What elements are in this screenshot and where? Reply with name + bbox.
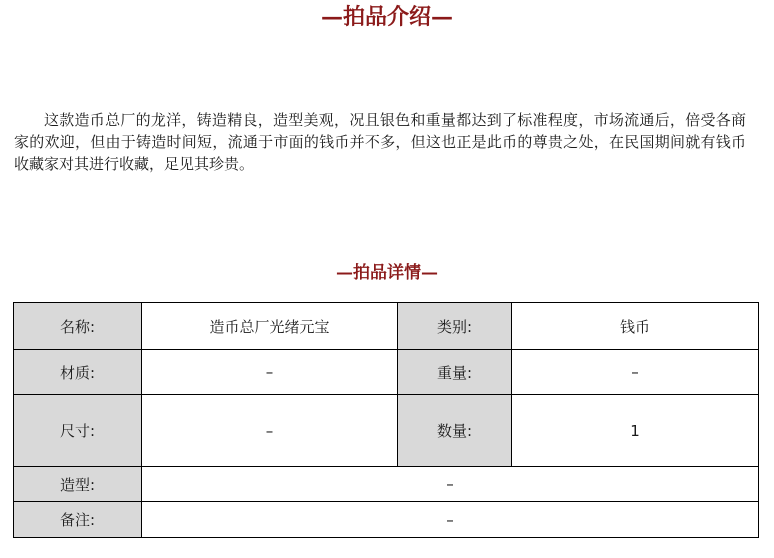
details-table: [13, 302, 759, 538]
quantity-label: 数量:: [398, 395, 512, 467]
weight-value: –: [512, 350, 759, 395]
remarks-value: –: [142, 502, 759, 538]
table-row: [14, 350, 759, 395]
shape-label: 造型:: [14, 467, 142, 502]
remarks-label: 备注:: [14, 502, 142, 538]
table-row: [14, 467, 759, 502]
name-label: 名称:: [14, 303, 142, 350]
intro-title: —拍品介绍—: [320, 4, 453, 30]
details-title: —拍品详情—: [336, 263, 438, 283]
category-label: 类别:: [398, 303, 512, 350]
category-value: 钱币: [512, 303, 759, 350]
intro-paragraph: 这款造币总厂的龙洋，铸造精良，造型美观，况且银色和重量都达到了标准程度，市场流通后，倍受各商家的欢迎，但由于铸造时间短，流通于市面的钱币并不多，但这也正是此币的尊贵之处，在民国期间就有钱币收藏家对其进行收藏，足见其珍贵。: [14, 111, 746, 173]
table-row: [14, 395, 759, 467]
material-label: 材质:: [14, 350, 142, 395]
material-value: –: [142, 350, 398, 395]
size-value: –: [142, 395, 398, 467]
name-value: 造币总厂光绪元宝: [142, 303, 398, 350]
table-row: [14, 303, 759, 350]
shape-value: –: [142, 467, 759, 502]
size-label: 尺寸:: [14, 395, 142, 467]
table-row: [14, 502, 759, 538]
weight-label: 重量:: [398, 350, 512, 395]
quantity-value: 1: [512, 395, 759, 467]
